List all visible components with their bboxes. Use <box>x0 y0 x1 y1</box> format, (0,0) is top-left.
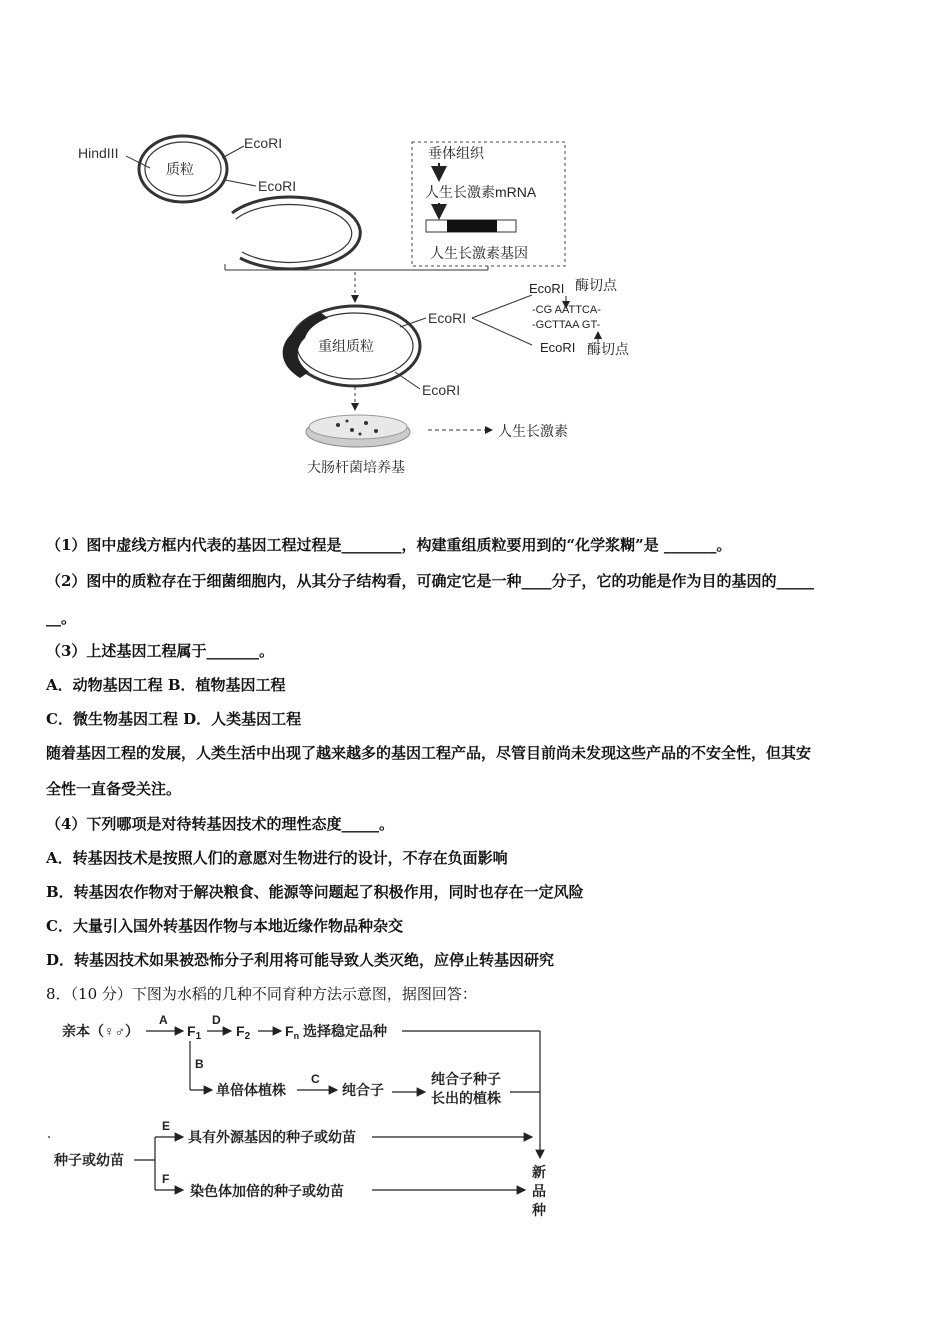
new-variety-3: 种 <box>532 1202 546 1218</box>
haploid-label: 单倍体植株 <box>216 1082 286 1098</box>
question-4-option-c: C．大量引入国外转基因作物与本地近缘作物品种杂交 <box>46 917 403 935</box>
paragraph-2: 全性一直备受关注。 <box>46 780 182 798</box>
cut-site-top: 酶切点 <box>575 277 617 293</box>
pituitary-label: 垂体组织 <box>428 145 484 161</box>
foreign-gene-label: 具有外源基因的种子或幼苗 <box>188 1129 356 1145</box>
gene-label: 人生长激素基因 <box>430 245 528 261</box>
question-4-option-b: B．转基因农作物对于解决粮食、能源等问题起了积极作用，同时也存在一定风险 <box>46 883 584 901</box>
parent-label: 亲本（♀♂） <box>62 1023 139 1039</box>
question-3-options-ab: A．动物基因工程 B．植物基因工程 <box>46 676 286 694</box>
pure-seed-line1: 纯合子种子 <box>431 1071 501 1087</box>
seed-label: 种子或幼苗 <box>54 1152 124 1168</box>
ecori-r2-label: EcoRI <box>540 340 576 355</box>
new-variety-1: 新 <box>532 1164 546 1180</box>
label-e: E <box>162 1119 171 1133</box>
ecoli-label: 大肠杆菌培养基 <box>307 459 405 475</box>
new-variety-2: 品 <box>532 1183 546 1199</box>
ecori-r1-label: EcoRI <box>529 281 565 296</box>
f2-label: $F_2$ <box>236 1023 251 1042</box>
select-label: 选择稳定品种 <box>303 1023 387 1039</box>
question-4: （4）下列哪项是对待转基因技术的理性态度_____。 <box>46 815 394 833</box>
recombinant-label: 重组质粒 <box>318 338 374 354</box>
label-f: F <box>162 1172 170 1186</box>
seq-bottom: -GCTTAA GT- <box>532 319 601 331</box>
ecori-top-label: EcoRI <box>244 135 283 151</box>
label-d: D <box>212 1013 221 1027</box>
mrna-label: 人生长激素mRNA <box>425 184 537 200</box>
cut-plasmid <box>232 197 360 269</box>
gene-engineering-diagram <box>0 0 950 500</box>
ecori-mid-label: EcoRI <box>258 178 297 194</box>
label-c: C <box>311 1072 320 1086</box>
hindiii-label: HindIII <box>78 145 119 161</box>
ecori-recomb-top: EcoRI <box>428 310 467 326</box>
question-2: （2）图中的质粒存在于细菌细胞内，从其分子结构看，可确定它是一种____分子，它的功能是作为目的基因的_____ <box>46 572 814 590</box>
label-b: B <box>195 1057 204 1071</box>
question-4-option-a: A．转基因技术是按照人们的意愿对生物进行的设计，不存在负面影响 <box>46 849 508 867</box>
ecori-recomb-bot: EcoRI <box>422 382 461 398</box>
doubled-label: 染色体加倍的种子或幼苗 <box>190 1183 344 1199</box>
label-a: A <box>159 1013 168 1027</box>
paragraph-1: 随着基因工程的发展，人类生活中出现了越来越多的基因工程产品，尽管目前尚未发现这些产品的不安全性，但其安 <box>46 744 812 762</box>
petri-dish <box>306 415 410 447</box>
question-4-option-d: D．转基因技术如果被恐怖分子利用将可能导致人类灭绝，应停止转基因研究 <box>46 951 555 969</box>
fn-label: $F_n$ <box>285 1023 300 1041</box>
question-8: 8．（10 分）下图为水稻的几种不同育种方法示意图，据图回答： <box>46 985 477 1003</box>
seq-top: -CG AATTCA- <box>532 304 601 316</box>
question-3-options-cd: C．微生物基因工程 D．人类基因工程 <box>46 710 302 728</box>
question-3: （3）上述基因工程属于_______。 <box>46 642 274 660</box>
f1-label: $F_1$ <box>187 1023 202 1042</box>
hormone-label: 人生长激素 <box>498 423 568 439</box>
cut-site-bottom: 酶切点 <box>587 341 629 357</box>
homozygote-label: 纯合子 <box>342 1082 384 1098</box>
question-2-cont: __。 <box>46 609 77 627</box>
pure-seed-line2: 长出的植株 <box>431 1090 501 1106</box>
question-1: （1）图中虚线方框内代表的基因工程过程是________，构建重组质粒要用到的“化学浆糊”是 _______。 <box>46 536 732 554</box>
plasmid-label: 质粒 <box>166 161 194 177</box>
